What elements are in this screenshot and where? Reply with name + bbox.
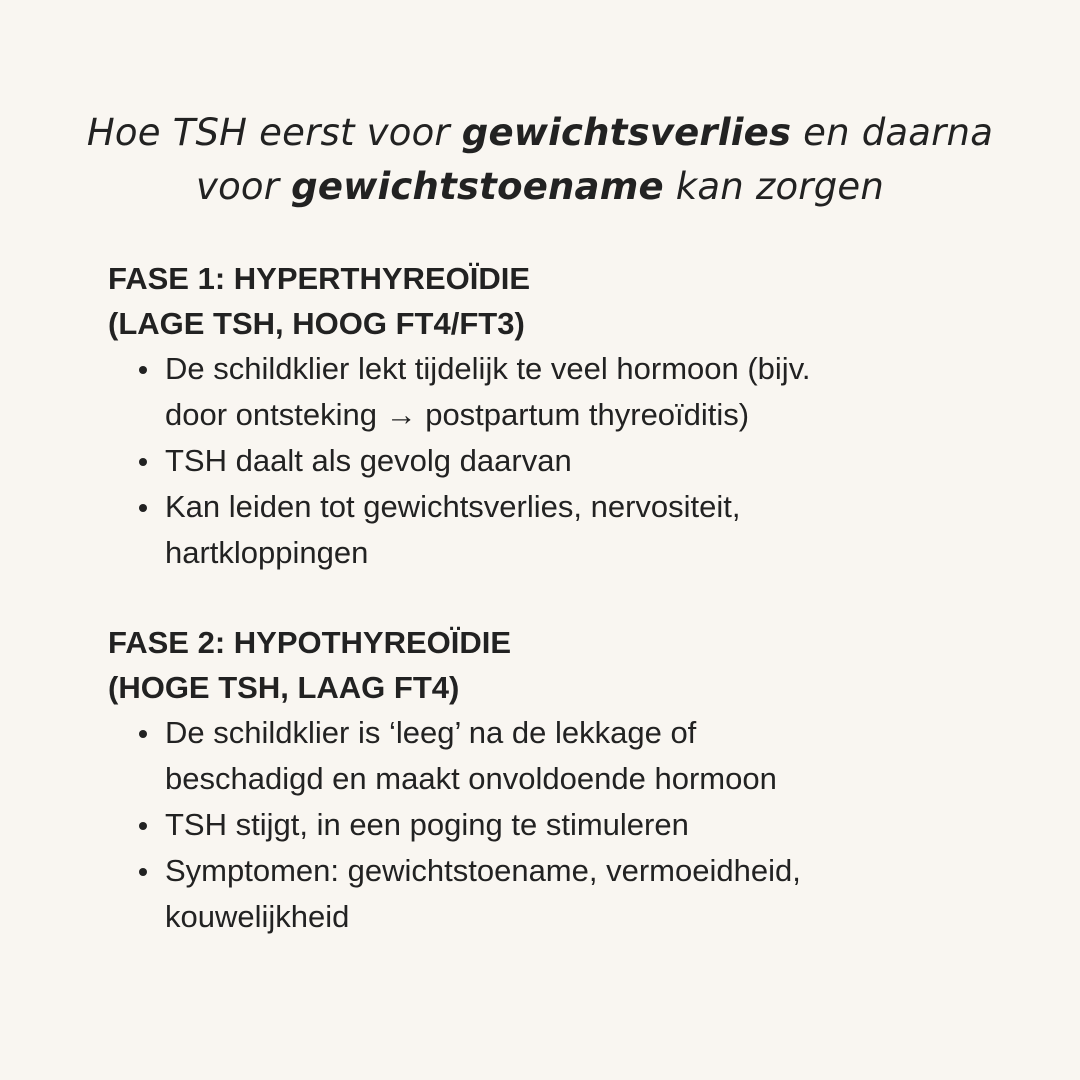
- bullet-icon: [139, 822, 147, 830]
- list-item-line-2: beschadigd en maakt onvoldoende hormoon: [165, 761, 777, 796]
- page-title: [0, 106, 1080, 214]
- list-item: [108, 802, 988, 848]
- section-heading-line-2: (LAGE TSH, HOOG FT4/FT3): [108, 306, 525, 341]
- title-line-2-pre: voor: [196, 165, 292, 208]
- bullet-list: [108, 346, 988, 576]
- list-item: [108, 848, 988, 940]
- bullet-icon: [139, 730, 147, 738]
- title-line-2-post: kan zorgen: [663, 165, 884, 208]
- title-line-2-bold: gewichtstoename: [291, 165, 664, 208]
- list-item-line-1: TSH stijgt, in een poging te stimuleren: [165, 807, 689, 842]
- bullet-icon: [139, 366, 147, 374]
- title-line-1-bold: gewichtsverlies: [461, 111, 792, 154]
- list-item-line-1: Kan leiden tot gewichtsverlies, nervositeit,: [165, 489, 741, 524]
- title-line-1-pre: Hoe TSH eerst voor: [86, 111, 462, 154]
- list-item-line-1: TSH daalt als gevolg daarvan: [165, 443, 572, 478]
- list-item: [108, 710, 988, 802]
- bullet-icon: [139, 458, 147, 466]
- title-line-1: [0, 106, 1080, 160]
- section-heading-line-2: (HOGE TSH, LAAG FT4): [108, 670, 460, 705]
- list-item: [108, 438, 988, 484]
- list-item-line-2: door ontsteking → postpartum thyreoïditis): [165, 397, 750, 432]
- section-heading-line-1: FASE 2: HYPOTHYREOÏDIE: [108, 625, 512, 660]
- title-line-1-post: en daarna: [791, 111, 994, 154]
- list-item-line-2: kouwelijkheid: [165, 899, 350, 934]
- section-phase-1: [108, 256, 988, 576]
- bullet-icon: [139, 504, 147, 512]
- list-item-line-2: hartkloppingen: [165, 535, 369, 570]
- list-item-line-1: De schildklier lekt tijdelijk te veel hormoon (bijv.: [165, 351, 811, 386]
- section-heading: [108, 620, 988, 710]
- list-item-line-1: De schildklier is ‘leeg’ na de lekkage of: [165, 715, 697, 750]
- list-item: [108, 346, 988, 438]
- section-phase-2: [108, 620, 988, 940]
- list-item: [108, 484, 988, 576]
- bullet-icon: [139, 868, 147, 876]
- section-heading: [108, 256, 988, 346]
- list-item-line-1: Symptomen: gewichtstoename, vermoeidheid,: [165, 853, 801, 888]
- bullet-list: [108, 710, 988, 940]
- section-heading-line-1: FASE 1: HYPERTHYREOÏDIE: [108, 261, 531, 296]
- title-line-2: [0, 160, 1080, 214]
